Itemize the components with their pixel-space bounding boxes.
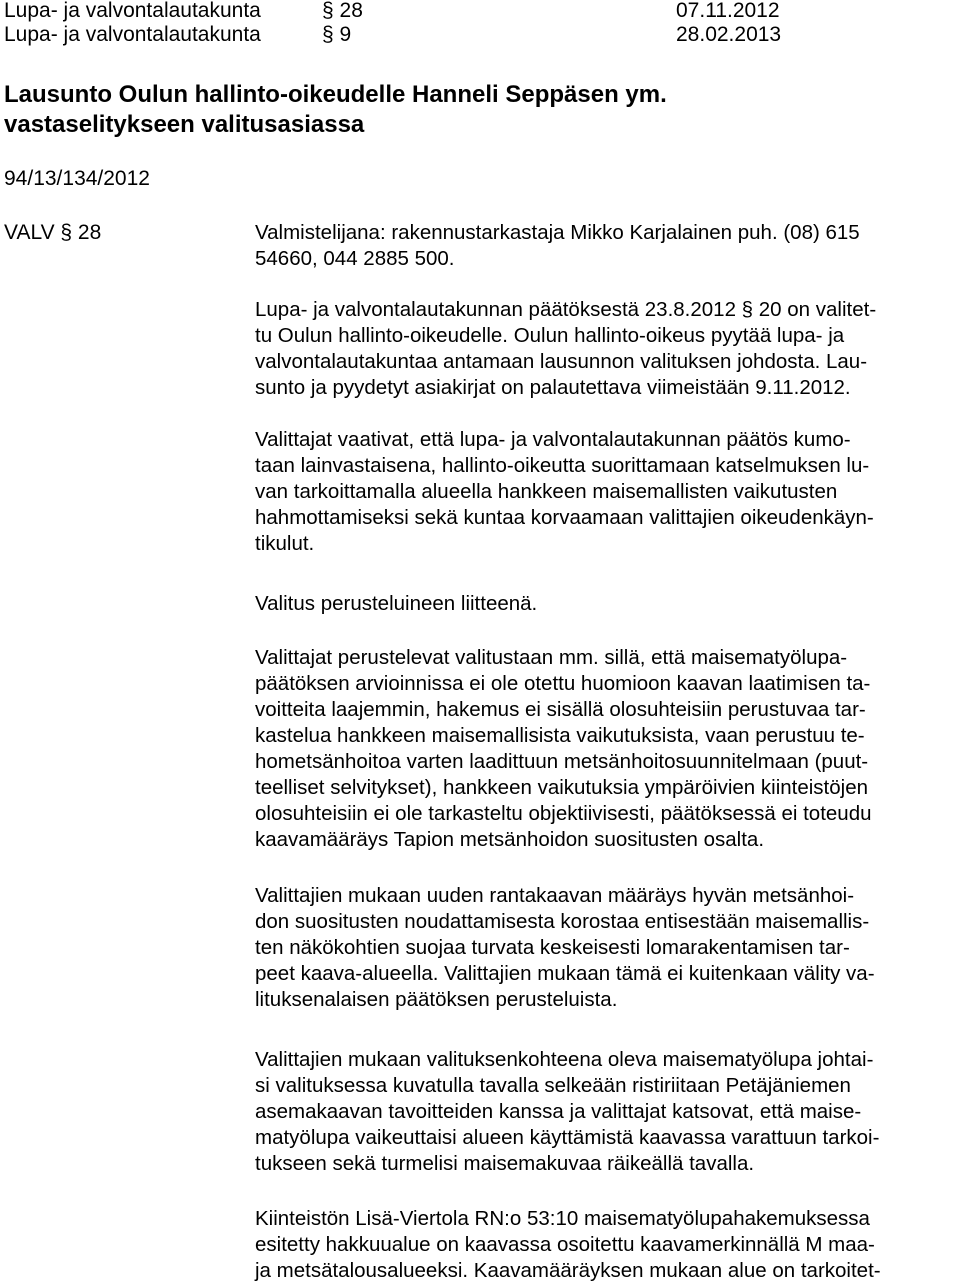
- text-line: voitteita laajemmin, hakemus ei sisällä olosuhteisiin perustuvaa tar-: [255, 698, 866, 721]
- text-line: Kiinteistön Lisä-Viertola RN:o 53:10 maisematyölupahakemuksessa: [255, 1207, 870, 1230]
- paragraph-5: [255, 645, 955, 853]
- text-line: teelliset selvitykset), hankkeen vaikutuksia ympäröivien kiinteistöjen: [255, 776, 869, 799]
- title-line-1: Lausunto Oulun hallinto-oikeudelle Hanneli Seppäsen ym.: [4, 81, 667, 108]
- text-line: peet kaava-alueella. Valittajien mukaan tämä ei kuitenkaan välity va-: [255, 962, 875, 985]
- text-line: tu Oulun hallinto-oikeudelle. Oulun hallinto-oikeus pyytää lupa- ja: [255, 324, 845, 347]
- text-line: hometsänhoitoa varten laadittuun metsänhoitosuunnitelmaan (puut-: [255, 750, 869, 773]
- header-body-name: Lupa- ja valvontalautakunta: [4, 0, 261, 22]
- case-number: 94/13/134/2012: [4, 167, 150, 190]
- text-line: Lupa- ja valvontalautakunnan päätöksestä 23.8.2012 § 20 on valitet-: [255, 298, 877, 321]
- text-line: van tarkoittamalla alueella hankkeen maisemallisten vaikutusten: [255, 480, 838, 503]
- text-line: valvontalautakuntaa antamaan lausunnon valituksen johdosta. Lau-: [255, 350, 868, 373]
- text-line: 54660, 044 2885 500.: [255, 247, 455, 270]
- header-section: § 9: [322, 23, 352, 46]
- paragraph-3: [255, 427, 955, 557]
- title-line-2: vastaselitykseen valitusasiassa: [4, 111, 365, 138]
- header-body-name: Lupa- ja valvontalautakunta: [4, 23, 261, 46]
- text-line: Valitus perusteluineen liitteenä.: [255, 592, 538, 615]
- paragraph-2: [255, 297, 955, 401]
- paragraph-7: [255, 1047, 955, 1177]
- text-line: Valittajien mukaan uuden rantakaavan määräys hyvän metsänhoi-: [255, 884, 855, 907]
- text-line: ten näkökohtien suojaa turvata keskeisesti lomarakentamisen tar-: [255, 936, 850, 959]
- text-line: Valittajat perustelevat valitustaan mm. sillä, että maisematyölupa-: [255, 646, 848, 669]
- text-line: sunto ja pyydetyt asiakirjat on palautettava viimeistään 9.11.2012.: [255, 376, 851, 399]
- text-line: ja metsätalousalueeksi. Kaavamääräyksen mukaan alue on tarkoitet-: [255, 1259, 881, 1282]
- text-line: Valittajien mukaan valituksenkohteena oleva maisematyölupa johtai-: [255, 1048, 874, 1071]
- text-line: si valituksessa kuvatulla tavalla selkeään ristiriitaan Petäjäniemen: [255, 1074, 851, 1097]
- text-line: hahmottamiseksi sekä kuntaa korvaamaan valittajien oikeudenkäyn-: [255, 506, 874, 529]
- text-line: matyölupa vaikeuttaisi alueen käyttämistä kaavassa varattuun tarkoi-: [255, 1126, 880, 1149]
- text-line: olosuhteisiin ei ole tarkasteltu objektiivisesti, päätöksessä ei toteudu: [255, 802, 872, 825]
- text-line: taan lainvastaisena, hallinto-oikeutta suorittamaan katselmuksen lu-: [255, 454, 870, 477]
- paragraph-1: [255, 220, 955, 272]
- text-line: tikulut.: [255, 532, 315, 555]
- text-line: don suositusten noudattamisesta korostaa entisestään maisemallis-: [255, 910, 870, 933]
- paragraph-8: [255, 1206, 955, 1284]
- text-line: tukseen sekä turmelisi maisemakuvaa räikeällä tavalla.: [255, 1152, 755, 1175]
- text-line: päätöksen arvioinnissa ei ole otettu huomioon kaavan laatimisen ta-: [255, 672, 871, 695]
- text-line: kaavamääräys Tapion metsänhoidon suositusten osalta.: [255, 828, 765, 851]
- paragraph-6: [255, 883, 955, 1013]
- header-date: 07.11.2012: [676, 0, 780, 22]
- section-label: VALV § 28: [4, 221, 102, 244]
- text-line: esitetty hakkuualue on kaavassa osoitettu kaavamerkinnällä M maa-: [255, 1233, 875, 1256]
- header-section: § 28: [322, 0, 363, 22]
- header-date: 28.02.2013: [676, 23, 782, 46]
- text-line: lituksenalaisen päätöksen perusteluista.: [255, 988, 618, 1011]
- text-line: Valittajat vaativat, että lupa- ja valvontalautakunnan päätös kumo-: [255, 428, 851, 451]
- paragraph-4: [255, 591, 955, 617]
- text-line: Valmistelijana: rakennustarkastaja Mikko Karjalainen puh. (08) 615: [255, 221, 860, 244]
- text-line: kastelua hankkeen maisemallisista vaikutuksista, vaan perustuu te-: [255, 724, 865, 747]
- text-line: asemakaavan tavoitteiden kanssa ja valittajat katsovat, että maise-: [255, 1100, 862, 1123]
